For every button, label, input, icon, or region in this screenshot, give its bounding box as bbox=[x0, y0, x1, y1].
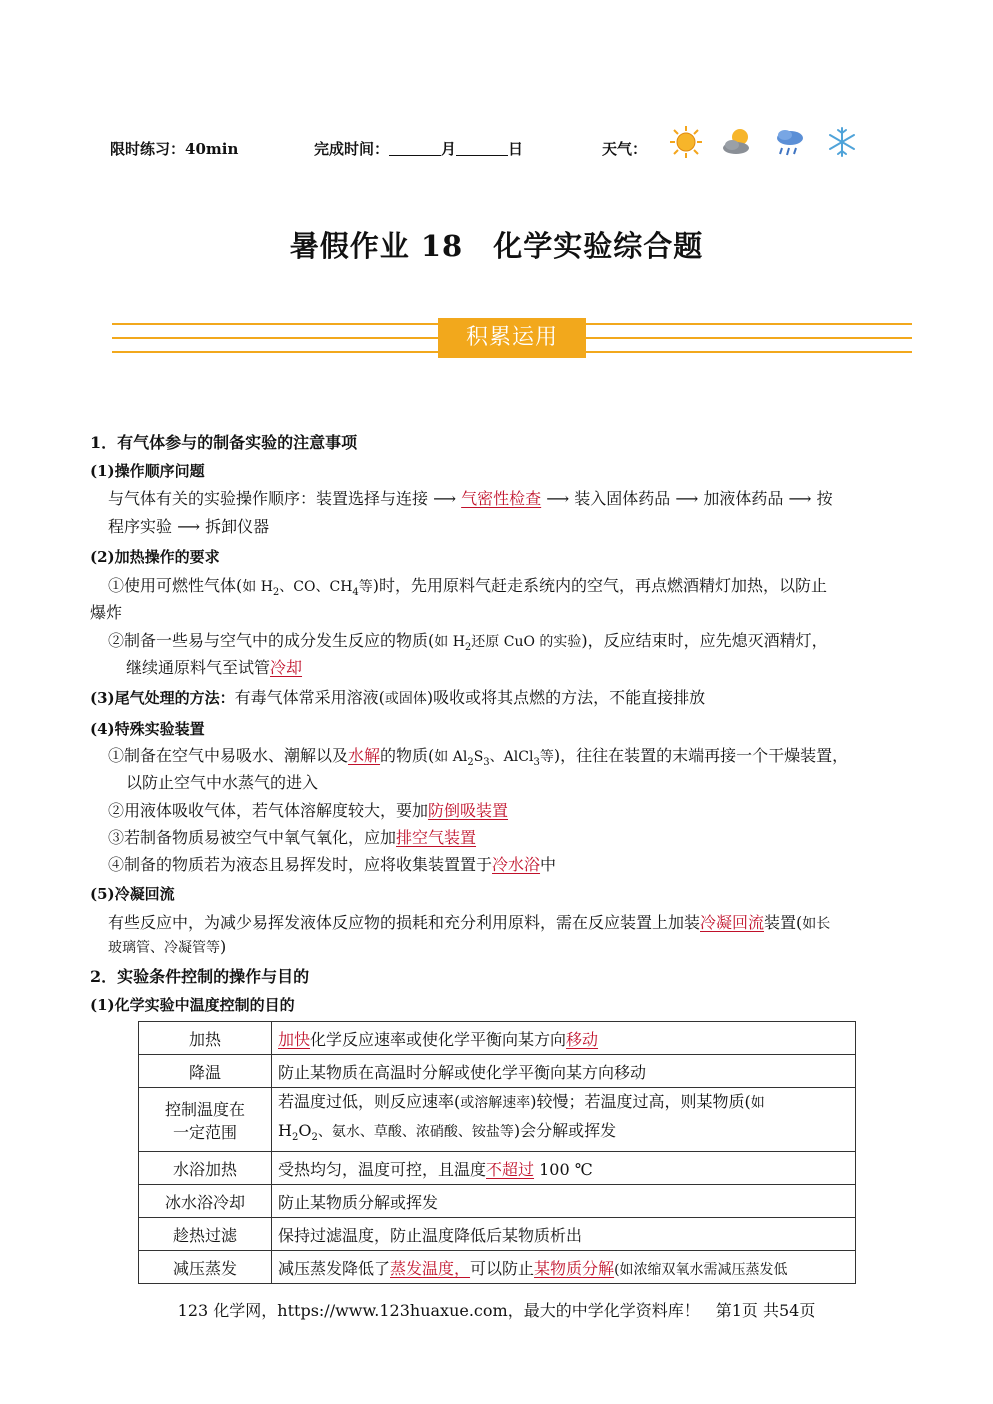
table-cell-key: 降温 bbox=[139, 1055, 272, 1088]
temperature-control-table bbox=[138, 1021, 856, 1284]
answer-text: 气密性检查 bbox=[461, 489, 542, 508]
paragraph-line: ①使用可燃性气体(如 $H_2$、CO、$CH_4$等)时，先用原料气赶走系统内的空气，再点燃酒精灯加热，以防止 bbox=[108, 576, 828, 599]
answer-text: 冷水浴 bbox=[492, 855, 541, 874]
sun-icon[interactable] bbox=[668, 124, 704, 160]
answer-text: 排空气装置 bbox=[396, 828, 477, 847]
table-cell-key: 减压蒸发 bbox=[139, 1251, 272, 1284]
sub-heading: (5)冷凝回流 bbox=[90, 885, 175, 903]
page-title: 暑假作业 18 化学实验综合题 bbox=[289, 229, 704, 263]
table-cell-value: 减压蒸发降低了蒸发温度，可以防止某物质分解(如浓缩双氧水需减压蒸发低 bbox=[272, 1251, 856, 1284]
paragraph-line: ②制备一些易与空气中的成分发生反应的物质(如 $H_2$还原 CuO 的实验)，反应结束时，应先熄灭酒精灯， bbox=[108, 631, 828, 654]
section-heading: 2．实验条件控制的操作与目的 bbox=[90, 967, 310, 986]
answer-text: 防倒吸装置 bbox=[428, 801, 509, 820]
table-row bbox=[139, 1185, 856, 1218]
arrow-icon: ⟶ bbox=[546, 489, 570, 508]
table-cell-value: 防止某物质在高温时分解或使化学平衡向某方向移动 bbox=[272, 1055, 856, 1088]
arrow-icon: ⟶ bbox=[177, 517, 201, 536]
day-blank[interactable] bbox=[456, 141, 508, 156]
arrow-icon: ⟶ bbox=[788, 489, 812, 508]
table-cell-key: 趁热过滤 bbox=[139, 1218, 272, 1251]
table-row bbox=[139, 1251, 856, 1284]
sub-heading: (1)操作顺序问题 bbox=[90, 462, 205, 480]
paragraph-line: ③若制备物质易被空气中氧气氧化，应加排空气装置 bbox=[108, 828, 477, 847]
weather-label: 天气： bbox=[602, 140, 648, 158]
table-cell-key: 水浴加热 bbox=[139, 1152, 272, 1185]
paragraph-line: ②用液体吸收气体，若气体溶解度较大，要加防倒吸装置 bbox=[108, 801, 509, 820]
paragraph-line: 有些反应中，为减少易挥发液体反应物的损耗和充分利用原料，需在反应装置上加装冷凝回流装置(如长 bbox=[108, 913, 831, 932]
section-heading: 1．有气体参与的制备实验的注意事项 bbox=[90, 433, 358, 452]
finish-time: 完成时间： 月 日 bbox=[314, 140, 524, 158]
table-row bbox=[139, 1055, 856, 1088]
paragraph-line: 爆炸 bbox=[90, 603, 123, 622]
page-footer: 123 化学网，https://www.123huaxue.com，最大的中学化学资料库！ 第1页 共54页 bbox=[177, 1301, 816, 1320]
table-cell-value: 若温度过低，则反应速率(或溶解速率)较慢；若温度过高，则某物质(如 $H_2O_2$、氨水、草酸、浓硝酸、铵盐等)会分解或挥发 bbox=[272, 1088, 856, 1152]
table-cell-value: 受热均匀，温度可控，且温度不超过 100 ℃ bbox=[272, 1152, 856, 1185]
answer-text: 水解 bbox=[348, 746, 381, 765]
answer-text: 冷却 bbox=[270, 658, 303, 677]
rain-icon[interactable] bbox=[772, 124, 808, 160]
paragraph-line: (3)尾气处理的方法：有毒气体常采用溶液(或固体)吸收或将其点燃的方法，不能直接排放 bbox=[90, 688, 706, 707]
answer-text: 冷凝回流 bbox=[700, 913, 765, 932]
table-cell-key: 控制温度在 一定范围 bbox=[139, 1088, 272, 1152]
paragraph-line: ④制备的物质若为液态且易挥发时，应将收集装置置于冷水浴中 bbox=[108, 855, 557, 874]
table-row bbox=[139, 1088, 856, 1152]
month-blank[interactable] bbox=[389, 141, 441, 156]
table-row bbox=[139, 1218, 856, 1251]
time-limit: 限时练习：40min bbox=[110, 140, 239, 158]
section-banner bbox=[112, 318, 912, 358]
paragraph-line: 与气体有关的实验操作顺序：装置选择与连接 ⟶ 气密性检查 ⟶ 装入固体药品 ⟶ 加液体药品 ⟶ 按 bbox=[108, 489, 833, 508]
paragraph-line: 继续通原料气至试管冷却 bbox=[126, 658, 303, 677]
table-cell-key: 冰水浴冷却 bbox=[139, 1185, 272, 1218]
sub-heading: (4)特殊实验装置 bbox=[90, 720, 205, 738]
table-row bbox=[139, 1152, 856, 1185]
sub-heading: (2)加热操作的要求 bbox=[90, 548, 220, 566]
table-row bbox=[139, 1022, 856, 1055]
banner-label: 积累运用 bbox=[438, 318, 586, 358]
header-row bbox=[110, 138, 890, 164]
table-cell-value: 加快化学反应速率或使化学平衡向某方向移动 bbox=[272, 1022, 856, 1055]
paragraph-line: 玻璃管、冷凝管等) bbox=[108, 937, 227, 956]
paragraph-line: ①制备在空气中易吸水、潮解以及水解的物质(如 $Al_2S_3$、AlCl$_3$等)，往往在装置的末端再接一个干燥装置， bbox=[108, 746, 849, 769]
sub-heading: (1)化学实验中温度控制的目的 bbox=[90, 996, 295, 1014]
arrow-icon: ⟶ bbox=[433, 489, 457, 508]
table-cell-key: 加热 bbox=[139, 1022, 272, 1055]
partly-cloudy-icon[interactable] bbox=[720, 124, 756, 160]
table-cell-value: 防止某物质分解或挥发 bbox=[272, 1185, 856, 1218]
table-cell-value: 保持过滤温度，防止温度降低后某物质析出 bbox=[272, 1218, 856, 1251]
arrow-icon: ⟶ bbox=[675, 489, 699, 508]
paragraph-line: 以防止空气中水蒸气的进入 bbox=[126, 773, 319, 792]
snowflake-icon[interactable] bbox=[824, 124, 860, 160]
paragraph-line: 程序实验 ⟶ 拆卸仪器 bbox=[108, 517, 270, 536]
